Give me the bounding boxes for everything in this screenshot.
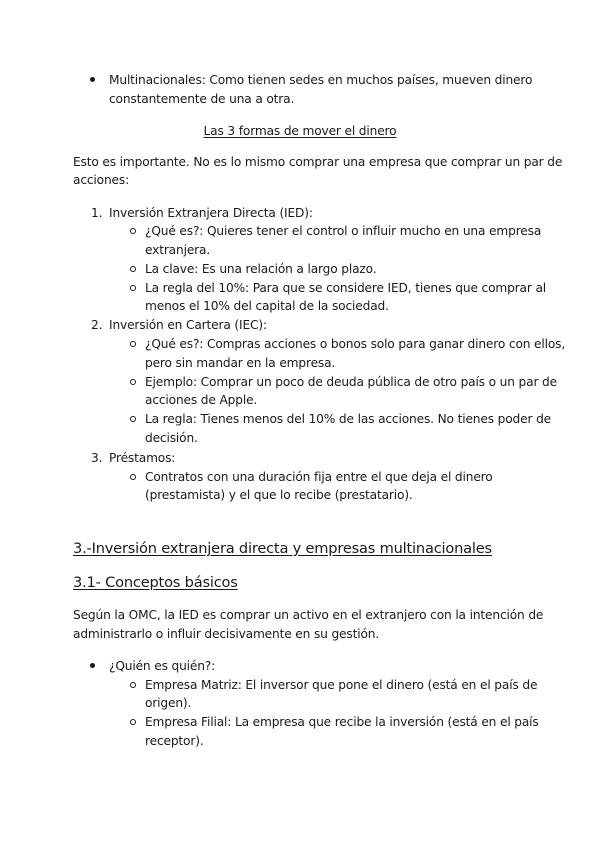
ied-key-line: La clave: Es una relación a largo plazo.: [145, 262, 377, 276]
iec-what-line-2: pero sin mandar en la empresa.: [145, 356, 336, 370]
form-title-iec: Inversión en Cartera (IEC):: [109, 318, 267, 332]
sub-bullet-circle-icon: [130, 474, 136, 480]
bullet-dot-icon: [90, 663, 95, 668]
subsidiary-line-2: receptor).: [145, 734, 204, 748]
list-number: 3.: [91, 451, 103, 465]
form-title-loans: Préstamos:: [109, 451, 176, 465]
heading-3-1: 3.1- Conceptos básicos: [73, 574, 238, 591]
form-title-ied: Inversión Extranjera Directa (IED):: [109, 206, 313, 220]
loans-line-2: (prestamista) y el que lo recibe (prestatario).: [145, 488, 413, 502]
iec-example-line-1: Ejemplo: Comprar un poco de deuda pública de otro país o un par de: [145, 375, 557, 389]
matrix-line-2: origen).: [145, 696, 192, 710]
sub-bullet-circle-icon: [130, 341, 136, 347]
sub-bullet-circle-icon: [130, 266, 136, 272]
list-number: 2.: [91, 318, 103, 332]
iec-rule-line-2: decisión.: [145, 431, 198, 445]
sub-bullet-circle-icon: [130, 379, 136, 385]
iec-rule-line-1: La regla: Tienes menos del 10% de las acciones. No tienes poder de: [145, 412, 551, 426]
bullet-dot-icon: [90, 77, 95, 82]
multinacionales-line-2: constantemente de una a otra.: [109, 92, 295, 106]
multinacionales-line-1: Multinacionales: Como tienen sedes en muchos países, mueven dinero: [109, 73, 533, 87]
loans-line-1: Contratos con una duración fija entre el que deja el dinero: [145, 470, 493, 484]
section-subtitle: Las 3 formas de mover el dinero: [203, 124, 397, 138]
sub-bullet-circle-icon: [130, 285, 136, 291]
iec-what-line-1: ¿Qué es?: Compras acciones o bonos solo para ganar dinero con ellos,: [145, 337, 566, 351]
matrix-line-1: Empresa Matriz: El inversor que pone el dinero (está en el país de: [145, 678, 538, 692]
iec-example-line-2: acciones de Apple.: [145, 393, 258, 407]
ied-rule-line-2: menos el 10% del capital de la sociedad.: [145, 299, 389, 313]
heading-3: 3.-Inversión extranjera directa y empresas multinacionales: [73, 540, 492, 557]
intro-paragraph-line-1: Esto es importante. No es lo mismo comprar una empresa que comprar un par de: [73, 155, 563, 169]
ied-what-line-2: extranjera.: [145, 243, 211, 257]
intro-paragraph-line-2: acciones:: [73, 173, 130, 187]
omc-paragraph-line-1: Según la OMC, la IED es comprar un activo en el extranjero con la intención de: [73, 608, 544, 622]
who-title: ¿Quién es quién?:: [109, 659, 216, 673]
sub-bullet-circle-icon: [130, 719, 136, 725]
subsidiary-line-1: Empresa Filial: La empresa que recibe la inversión (está en el país: [145, 715, 539, 729]
ied-rule-line-1: La regla del 10%: Para que se considere IED, tienes que comprar al: [145, 281, 546, 295]
sub-bullet-circle-icon: [130, 682, 136, 688]
omc-paragraph-line-2: administrarlo o influir decisivamente en su gestión.: [73, 627, 380, 641]
sub-bullet-circle-icon: [130, 416, 136, 422]
ied-what-line-1: ¿Qué es?: Quieres tener el control o influir mucho en una empresa: [145, 224, 542, 238]
list-number: 1.: [91, 206, 103, 220]
sub-bullet-circle-icon: [130, 228, 136, 234]
